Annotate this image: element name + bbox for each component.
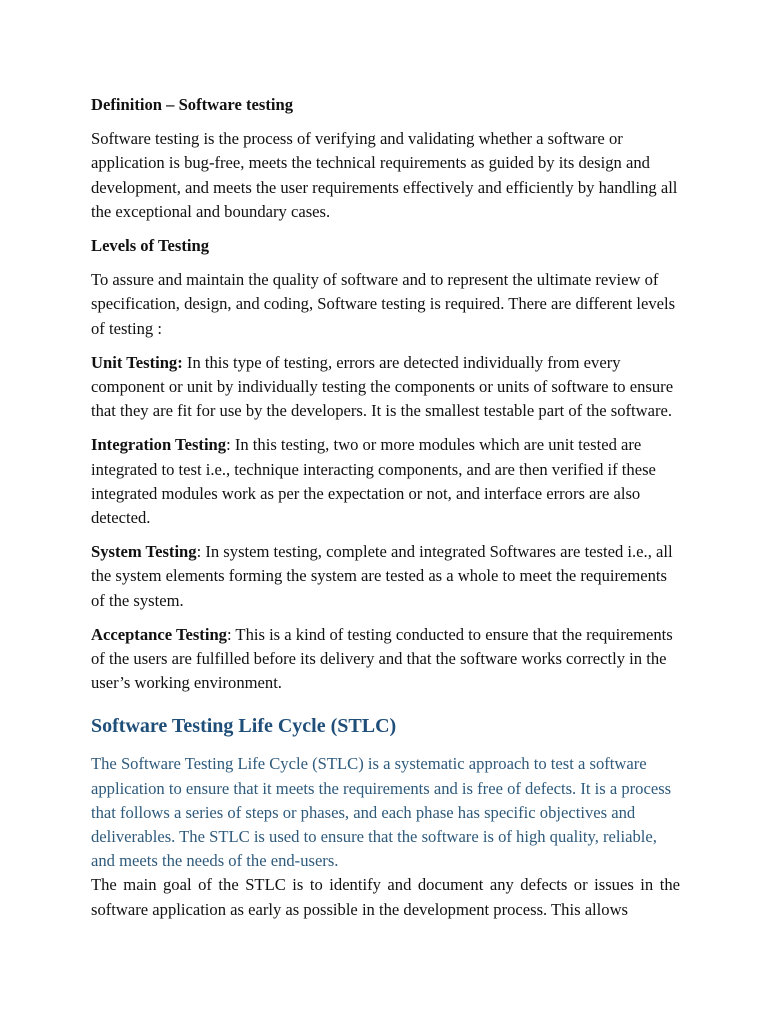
stlc-intro-paragraph: The Software Testing Life Cycle (STLC) is a systematic approach to test a software application to ensure that it meets the requirements and is free of defects. It is a process that follows a series of steps or phases, and each phase has specific objectives and deliverables. The STLC is used to ensure that the software is of high quality, reliable, and meets the needs of the end-users. bbox=[91, 754, 672, 871]
acceptance-testing-paragraph bbox=[91, 623, 680, 696]
unit-testing-term: Unit Testing: bbox=[91, 352, 183, 372]
stlc-section-title: Software Testing Life Cycle (STLC) bbox=[91, 715, 397, 738]
integration-testing-text: : In this testing, two or more modules which are unit tested are integrated to test i.e., technique interacting components, and are then verified if these integrated modules work as per the expectation or not, and interface errors are also detected. bbox=[91, 435, 656, 528]
acceptance-testing-term: Acceptance Testing bbox=[91, 624, 227, 644]
system-testing-term: System Testing bbox=[91, 542, 197, 562]
definition-heading: Definition – Software testing bbox=[91, 95, 294, 114]
levels-heading: Levels of Testing bbox=[91, 236, 210, 256]
integration-testing-term: Integration Testing bbox=[91, 435, 227, 455]
integration-testing-paragraph bbox=[91, 433, 680, 530]
definition-paragraph: Software testing is the process of verifying and validating whether a software or application is bug-free, meets the technical requirements as guided by its design and development, and meets the user requirements effectively and efficiently by handling all the exceptional and boundary cases. bbox=[91, 129, 678, 221]
acceptance-testing-text: : This is a kind of testing conducted to ensure that the requirements of the users are fulfilled before its delivery and that the software works correctly in the user’s working environment. bbox=[91, 624, 673, 693]
system-testing-text: : In system testing, complete and integrated Softwares are tested i.e., all the system elements forming the system are tested as a whole to meet the requirements of the system. bbox=[91, 542, 673, 610]
levels-intro-paragraph: To assure and maintain the quality of software and to represent the ultimate review of specification, design, and coding, Software testing is required. There are different levels of testing : bbox=[91, 270, 676, 338]
system-testing-paragraph bbox=[91, 540, 680, 613]
unit-testing-text: In this type of testing, errors are detected individually from every component or unit by individually testing the components or units of software to ensure that they are fit for use by the developers. It is the smallest testable part of the software. bbox=[91, 352, 674, 421]
unit-testing-paragraph bbox=[91, 351, 680, 424]
stlc-goal-paragraph: The main goal of the STLC is to identify and document any defects or issues in the software application as early as possible in the development process. This allows bbox=[91, 875, 680, 919]
